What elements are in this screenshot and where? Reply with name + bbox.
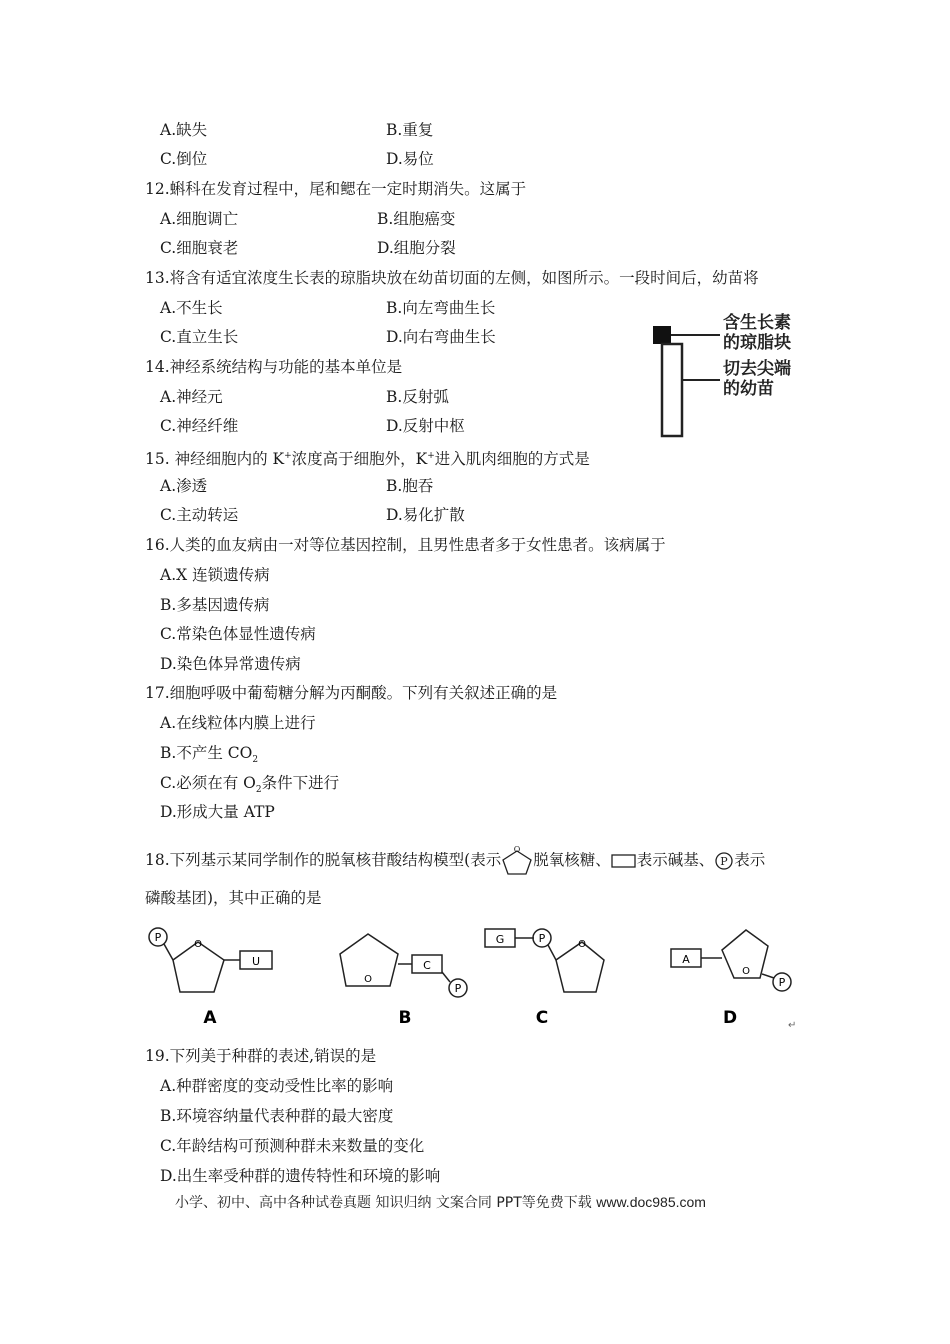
agar-label-line2: 的琼脂块	[723, 333, 791, 353]
choice-label-b: B	[398, 1008, 412, 1028]
pentose-ring-icon	[501, 846, 533, 876]
svg-text:G: G	[495, 933, 505, 946]
q13-option-d: D.向右弯曲生长	[386, 328, 496, 346]
svg-text:O: O	[513, 846, 521, 854]
footer-text: 小学、初中、高中各种试卷真题 知识归纳 文案合同 PPT等免费下载	[175, 1195, 597, 1211]
seedling-label-line2: 的幼苗	[723, 379, 774, 399]
q18-figure	[140, 920, 820, 1035]
q15-option-a: A.渗透	[160, 477, 208, 495]
svg-text:P: P	[538, 932, 546, 945]
q15-option-d: D.易化扩散	[386, 506, 465, 524]
q12-option-d: D.组胞分裂	[377, 239, 456, 257]
q14-option-d: D.反射中枢	[386, 417, 465, 435]
svg-text:A: A	[682, 953, 690, 966]
q13-option-b: B.向左弯曲生长	[386, 299, 496, 317]
q13-stem: 13.将含有适宜浓度生长表的琼脂块放在幼苗切面的左侧，如图所示。一段时间后，幼苗将	[145, 269, 759, 287]
seedling-stem	[662, 344, 682, 436]
svg-text:U: U	[251, 955, 261, 968]
q14-option-a: A.神经元	[160, 388, 223, 406]
return-mark: ↵	[788, 1020, 797, 1031]
svg-text:P: P	[778, 976, 786, 989]
q17-option-c: C.必须在有 $O_2$条件下进行	[160, 774, 340, 796]
q17-option-a: A.在线粒体内膜上进行	[160, 714, 316, 732]
q15-option-c: C.主动转运	[160, 506, 239, 524]
q13-option-a: A.不生长	[160, 299, 223, 317]
seedling-label-line1: 切去尖端	[723, 359, 791, 379]
base-rectangle-icon	[611, 853, 637, 869]
q16-stem: 16.人类的血友病由一对等位基因控制，且男性患者多于女性患者。该病属于	[145, 536, 666, 554]
q14-stem: 14.神经系统结构与功能的基本单位是	[145, 358, 403, 376]
agar-block	[653, 326, 671, 344]
q19-option-c: C.年龄结构可预测种群未来数量的变化	[160, 1137, 425, 1155]
footer-url[interactable]: www.doc985.com	[596, 1194, 706, 1210]
svg-text:O: O	[194, 939, 202, 950]
svg-text:P: P	[454, 982, 462, 995]
q18-stem-line2: 磷酸基团)，其中正确的是	[145, 889, 322, 907]
agar-label-line1: 含生长素	[723, 313, 791, 333]
q15-option-b: B.胞吞	[386, 477, 434, 495]
nucleotide-model-b	[340, 934, 467, 1028]
svg-text:P: P	[154, 931, 162, 944]
svg-text:O: O	[742, 966, 750, 977]
q17-stem: 17.细胞呼吸中葡萄糖分解为丙酮酸。下列有关叙述正确的是	[145, 684, 558, 702]
svg-text:O: O	[578, 939, 586, 950]
nucleotide-model-c	[485, 929, 604, 1028]
footer	[175, 1192, 706, 1212]
q18-stem: 18.下列基示某同学制作的脱氧核苷酸结构模型(表示 O 脱氧核糖、 表示碱基、 P 表示	[145, 846, 765, 876]
q19-option-b: B.环境容纳量代表种群的最大密度	[160, 1107, 394, 1125]
svg-text:C: C	[423, 959, 431, 972]
q16-option-b: B.多基因遗传病	[160, 596, 270, 614]
q14-option-b: B.反射弧	[386, 388, 449, 406]
svg-text:P: P	[720, 855, 728, 868]
nucleotide-model-d	[671, 930, 791, 1028]
q17-option-b: B.不产生 $CO_2$	[160, 744, 259, 766]
svg-text:O: O	[364, 974, 372, 985]
q13-figure	[650, 312, 810, 442]
nucleotide-model-a	[149, 928, 272, 1028]
q11-option-b: B.重复	[386, 121, 434, 139]
q19-stem: 19.下列美于种群的表述,销误的是	[145, 1047, 377, 1065]
choice-label-c: C	[535, 1008, 549, 1028]
q12-option-b: B.组胞癌变	[377, 210, 456, 228]
choice-label-d: D	[722, 1008, 738, 1028]
q11-option-a: A.缺失	[160, 121, 208, 139]
q16-option-c: C.常染色体显性遗传病	[160, 625, 316, 643]
q12-option-a: A.细胞调亡	[160, 210, 239, 228]
q16-option-a: A.X 连锁遗传病	[160, 566, 270, 584]
choice-label-a: A	[203, 1008, 217, 1028]
phosphate-circle-icon	[714, 851, 734, 871]
q16-option-d: D.染色体异常遗传病	[160, 655, 301, 673]
q17-option-d: D.形成大量 ATP	[160, 803, 275, 821]
q15-stem: 15. 神经细胞内的 K+浓度高于细胞外，K+进入肌肉细胞的方式是	[145, 450, 590, 469]
q19-option-d: D.出生率受种群的遗传特性和环境的影响	[160, 1167, 441, 1185]
q11-option-c: C.倒位	[160, 150, 208, 168]
q12-stem: 12.蝌科在发育过程中，尾和鳃在一定时期消失。这属于	[145, 180, 527, 198]
q12-option-c: C.细胞衰老	[160, 239, 239, 257]
q19-option-a: A.种群密度的变动受性比率的影响	[160, 1077, 394, 1095]
q13-option-c: C.直立生长	[160, 328, 239, 346]
q11-option-d: D.易位	[386, 150, 434, 168]
q14-option-c: C.神经纤维	[160, 417, 239, 435]
